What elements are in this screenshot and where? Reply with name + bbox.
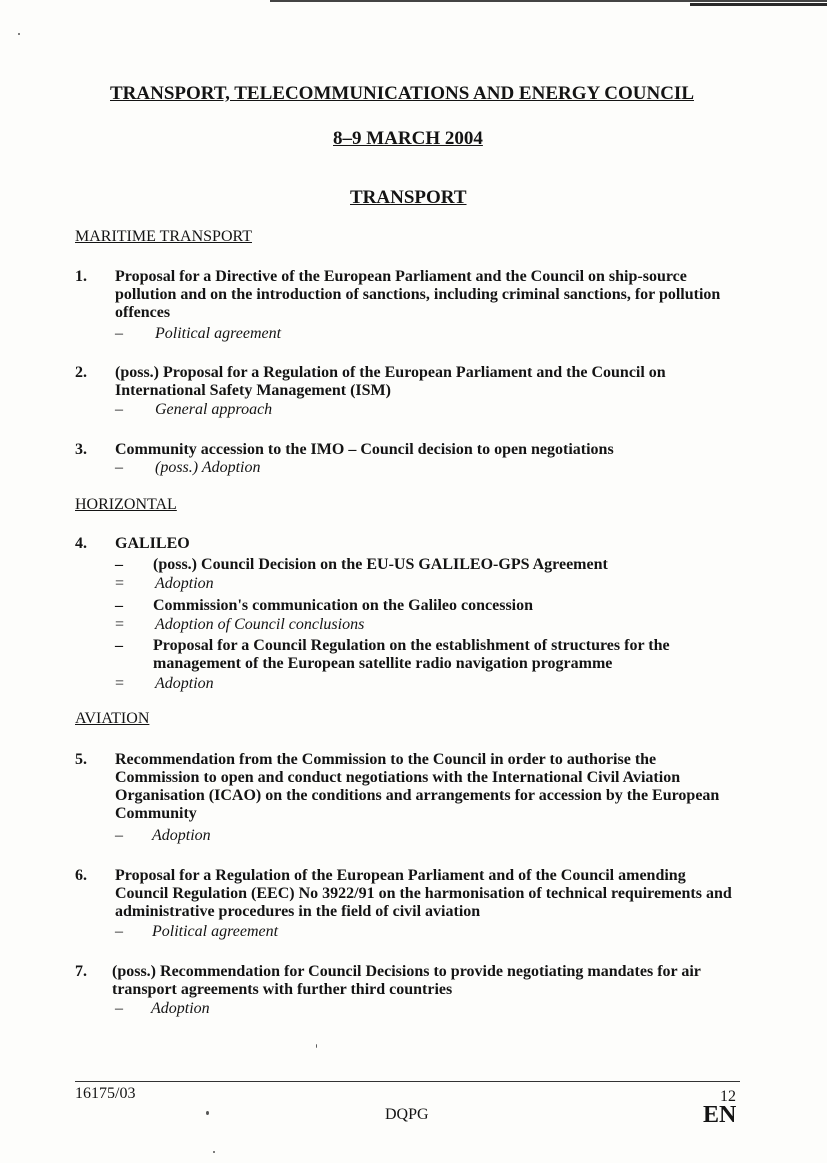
item-text: (poss.) Recommendation for Council Decisions to provide negotiating mandates for air transport agreements with further third countries (112, 963, 701, 998)
action-text: Adoption (155, 675, 214, 692)
item-number: 1. (75, 268, 87, 285)
item-text: (poss.) Proposal for a Regulation of the European Parliament and the Council on International Safety Management (ISM) (115, 364, 666, 399)
scan-speck (213, 1151, 215, 1153)
item-number: 3. (75, 441, 87, 458)
item-number: 4. (75, 535, 87, 552)
action-text: Adoption (152, 827, 211, 844)
equals-bullet: = (115, 675, 125, 692)
dash-bullet: – (115, 401, 123, 418)
item-number: 2. (75, 364, 87, 381)
item-text: GALILEO (115, 535, 190, 552)
action-text: Political agreement (155, 325, 282, 342)
equals-bullet: = (115, 616, 125, 633)
scan-speck (206, 1111, 209, 1115)
item-text: Recommendation from the Commission to the Council in order to authorise the Commission to open and conduct negotiations with the International Civil Aviation Organisation (ICAO) on the conditions and arrangements for accession by the European Community (115, 751, 720, 822)
item-text: Proposal for a Regulation of the European Parliament and of the Council amending Council Regulation (EEC) No 3922/91 on the harmonisation of technical requirements and administrative procedures in the field of civil aviation (115, 867, 732, 920)
action-text: Adoption (151, 1000, 210, 1017)
meeting-date: 8–9 MARCH 2004 (333, 128, 483, 149)
section-heading-aviation: AVIATION (75, 710, 150, 727)
item-text: Community accession to the IMO – Council decision to open negotiations (115, 441, 614, 458)
document-reference: 16175/03 (75, 1085, 136, 1102)
item-number: 5. (75, 751, 87, 768)
dash-bullet: – (115, 597, 123, 614)
sub-item-text: (poss.) Council Decision on the EU-US GALILEO-GPS Agreement (153, 556, 608, 573)
item-text: Proposal for a Directive of the European Parliament and the Council on ship-source pollution and on the introduction of sanctions, including criminal sanctions, for pollution offences (115, 268, 721, 321)
page-number: 12 (720, 1088, 736, 1105)
dash-bullet: – (115, 556, 123, 573)
scan-speck (316, 1044, 317, 1048)
action-text: (poss.) Adoption (155, 459, 261, 476)
section-heading-maritime: MARITIME TRANSPORT (75, 228, 252, 245)
sub-item-text: Commission's communication on the Galileo concession (153, 597, 534, 614)
dash-bullet: – (115, 459, 123, 476)
section-heading-horizontal: HORIZONTAL (75, 496, 177, 513)
item-number: 6. (75, 867, 87, 884)
scan-speck (18, 33, 20, 35)
dash-bullet: – (115, 923, 123, 940)
page-subtitle: TRANSPORT (350, 187, 467, 208)
department-code: DQPG (385, 1106, 429, 1123)
action-text: Adoption of Council conclusions (155, 616, 365, 633)
dash-bullet: – (115, 637, 123, 654)
action-text: Adoption (155, 575, 214, 592)
dash-bullet: – (115, 1000, 123, 1017)
item-number: 7. (75, 963, 87, 980)
dash-bullet: – (115, 325, 123, 342)
action-text: General approach (155, 401, 273, 418)
language-code: EN (703, 1102, 737, 1128)
dash-bullet: – (115, 827, 123, 844)
sub-item-text: Proposal for a Council Regulation on the establishment of structures for the management of the European satellite radio navigation programme (153, 637, 670, 672)
equals-bullet: = (115, 575, 125, 592)
action-text: Political agreement (152, 923, 279, 940)
page-title: TRANSPORT, TELECOMMUNICATIONS AND ENERGY COUNCIL (110, 83, 694, 104)
footer-divider (75, 1081, 740, 1082)
